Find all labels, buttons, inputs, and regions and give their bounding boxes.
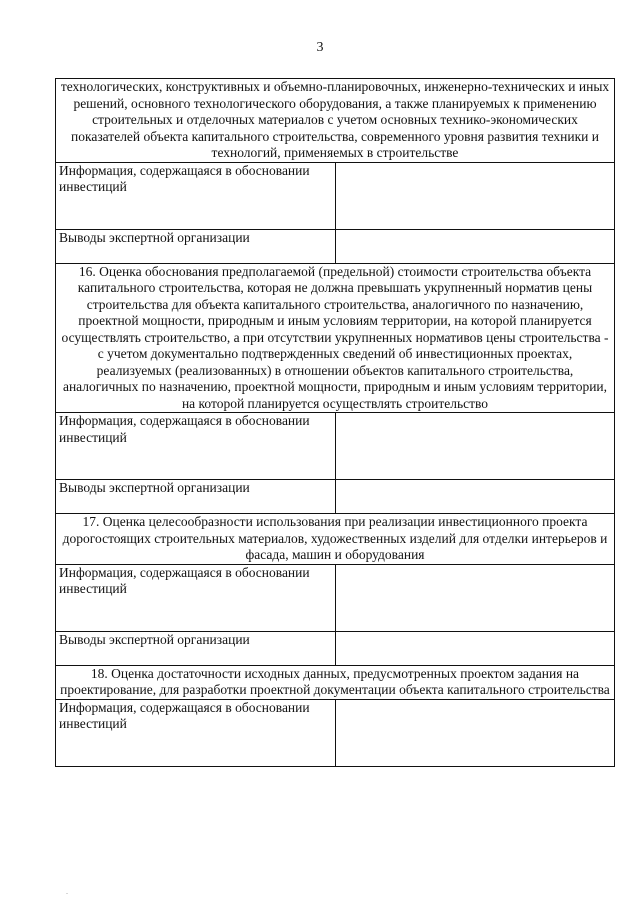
info-label: Информация, содержащаяся в обосновании инвестиций bbox=[56, 564, 336, 631]
conclusion-label: Выводы экспертной организации bbox=[56, 631, 336, 665]
page-number: 3 bbox=[316, 40, 324, 55]
section-heading-row bbox=[56, 263, 615, 413]
section-heading-row bbox=[56, 514, 615, 565]
info-value-cell[interactable] bbox=[335, 564, 615, 631]
conclusion-value-cell[interactable] bbox=[335, 229, 615, 263]
info-value-cell[interactable] bbox=[335, 699, 615, 766]
section-heading-row bbox=[56, 79, 615, 163]
expert-form-table bbox=[55, 78, 615, 767]
section-heading: 17. Оценка целесообразности использования при реализации инвестиционного проекта дорогостоящих строительных материалов, художественных изделий для отделки интерьеров и фасада, машин и оборудования bbox=[56, 514, 615, 565]
info-label: Информация, содержащаяся в обосновании инвестиций bbox=[56, 699, 336, 766]
info-row bbox=[56, 699, 615, 766]
conclusion-row bbox=[56, 229, 615, 263]
conclusion-label: Выводы экспертной организации bbox=[56, 229, 336, 263]
section-heading: 16. Оценка обоснования предполагаемой (предельной) стоимости строительства объекта капитального строительства, которая не должна превышать укрупненный норматив цены строительства для объекта капитального строительства, аналогичного по назначению, проектной мощности, природным и иным условиям территории, на которой планируется осуществлять строительство, а при отсутствии укрупненных нормативов цены строительства - с учетом документально подтвержденных сведений об инвестиционных проектах, реализуемых (реализованных) в отношении объектов капитального строительства, аналогичных по назначению, проектной мощности, природным и иным условиям территории, на которой планируется осуществлять строительство bbox=[56, 263, 615, 413]
conclusion-label: Выводы экспертной организации bbox=[56, 480, 336, 514]
conclusion-row bbox=[56, 480, 615, 514]
scan-mark: . bbox=[66, 887, 68, 896]
info-row bbox=[56, 564, 615, 631]
conclusion-value-cell[interactable] bbox=[335, 631, 615, 665]
info-row bbox=[56, 413, 615, 480]
conclusion-row bbox=[56, 631, 615, 665]
info-value-cell[interactable] bbox=[335, 413, 615, 480]
conclusion-value-cell[interactable] bbox=[335, 480, 615, 514]
info-label: Информация, содержащаяся в обосновании инвестиций bbox=[56, 413, 336, 480]
info-label: Информация, содержащаяся в обосновании инвестиций bbox=[56, 162, 336, 229]
section-heading: 18. Оценка достаточности исходных данных, предусмотренных проектом задания на проектирование, для разработки проектной документации объекта капитального строительства bbox=[56, 665, 615, 699]
section-heading: технологических, конструктивных и объемно-планировочных, инженерно-технических и иных решений, основного технологического оборудования, а также планируемых к применению строительных и отделочных материалов с учетом основных технико-экономических показателей объекта капитального строительства, современного уровня развития техники и технологий, применяемых в строительстве bbox=[56, 79, 615, 163]
section-heading-row bbox=[56, 665, 615, 699]
info-value-cell[interactable] bbox=[335, 162, 615, 229]
info-row bbox=[56, 162, 615, 229]
